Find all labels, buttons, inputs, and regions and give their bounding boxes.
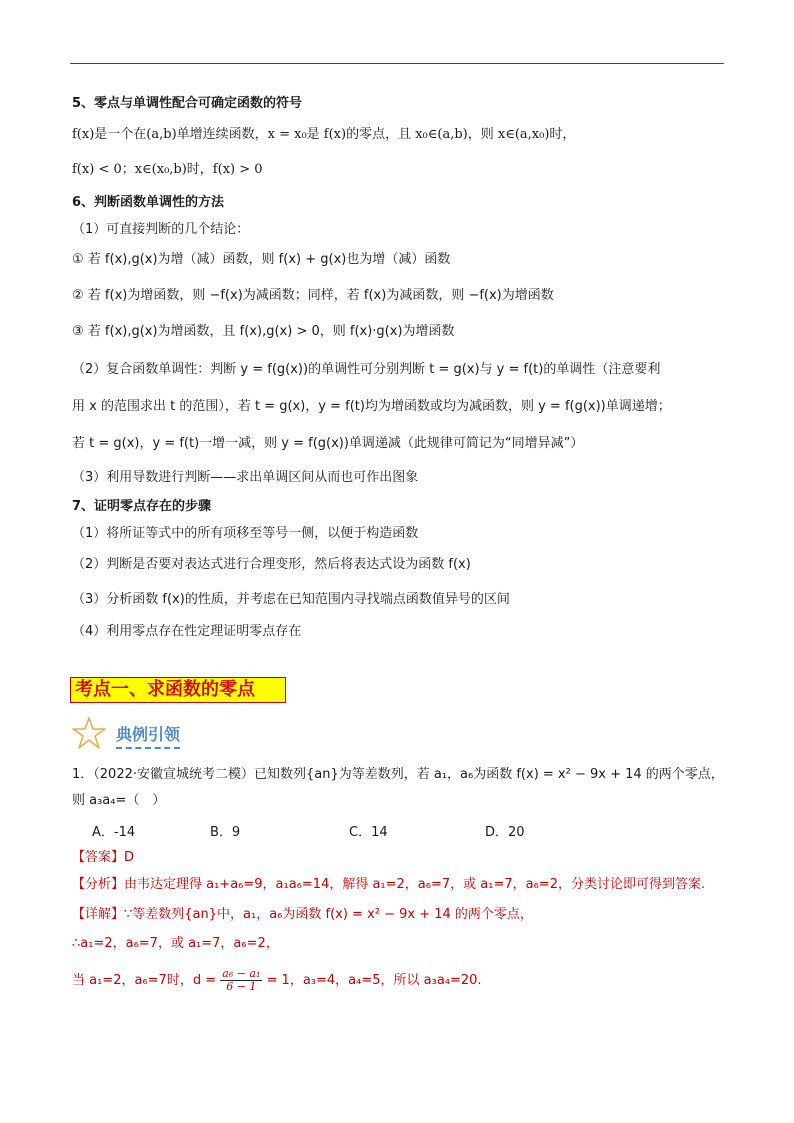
section-6-line-8: （3）利用导数进行判断——求出单调区间从而也可作出图象 [72, 470, 419, 485]
option-c: C．14 [349, 825, 388, 840]
detail-3-prefix: 当 a₁=2，a₆=7时，d = [72, 973, 217, 988]
option-b: B．9 [210, 825, 241, 840]
section-5-line-1: f(x)是一个在(a,b)单增连续函数，x = x₀是 f(x)的零点，且 x₀∈(a,b)，则 x∈(a,x₀)时， [72, 127, 576, 142]
section-5-title: 5、零点与单调性配合可确定函数的符号 [72, 96, 303, 111]
question-stem: 1．（2022·安徽宣城统考二模）已知数列{an}为等差数列，若 a₁，a₆为函数 f(x) = x² − 9x + 14 的两个零点， [72, 767, 724, 782]
section-6-title: 6、判断函数单调性的方法 [72, 195, 225, 210]
answer-line: 【答案】D [72, 850, 135, 865]
option-a: A．-14 [92, 825, 136, 840]
section-7-title: 7、证明零点存在的步骤 [72, 499, 212, 514]
section-6-line-6: 用 x 的范围求出 t 的范围），若 t = g(x)，y = f(t)均为增函数或均为减函数，则 y = f(g(x))单调递增； [72, 399, 671, 414]
section-6-line-4: ③ 若 f(x),g(x)为增函数，且 f(x),g(x) > 0，则 f(x)·g(x)为增函数 [72, 324, 455, 339]
fraction-numerator: a₆ − a₁ [222, 967, 261, 980]
detail-line-2: ∴a₁=2，a₆=7，或 a₁=7，a₆=2， [72, 936, 279, 951]
example-heading [72, 716, 222, 752]
detail-line-3 [72, 968, 482, 993]
detail-3-suffix: = 1，a₃=4，a₄=5，所以 a₃a₄=20. [266, 973, 482, 988]
difference-fraction [220, 968, 262, 993]
fraction-denominator: 6 − 1 [226, 980, 257, 993]
detail-line-1: 【详解】∵等差数列{an}中，a₁，a₆为函数 f(x) = x² − 9x + 14 的两个零点， [72, 907, 533, 922]
section-6-line-3: ② 若 f(x)为增函数，则 −f(x)为减函数；同样，若 f(x)为减函数，则 −f(x)为增函数 [72, 288, 554, 303]
section-5-line-2: f(x) < 0；x∈(x₀,b)时，f(x) > 0 [72, 162, 263, 177]
question-stem-2: 则 a₃a₄=（ ） [72, 793, 166, 808]
section-7-line-2: （2）判断是否要对表达式进行合理变形，然后将表达式设为函数 f(x) [72, 557, 471, 572]
section-7-line-4: （4）利用零点存在性定理证明零点存在 [72, 624, 302, 639]
example-label: 典例引领 [116, 722, 180, 749]
analysis-line: 【分析】由韦达定理得 a₁+a₆=9，a₁a₆=14，解得 a₁=2，a₆=7，或 a₁=7，a₆=2，分类讨论即可得到答案. [72, 877, 706, 892]
topic-banner: 考点一、求函数的零点 [70, 677, 286, 703]
header-rule [70, 63, 724, 64]
star-icon [72, 716, 106, 750]
section-6-line-1: （1）可直接判断的几个结论： [72, 222, 250, 237]
section-6-line-2: ① 若 f(x),g(x)为增（减）函数，则 f(x) + g(x)也为增（减）函数 [72, 252, 451, 267]
section-6-line-5: （2）复合函数单调性：判断 y = f(g(x))的单调性可分别判断 t = g(x)与 y = f(t)的单调性（注意要利 [72, 362, 661, 377]
options-row [92, 821, 652, 841]
option-d: D．20 [485, 825, 525, 840]
section-6-line-7: 若 t = g(x)，y = f(t)一增一减，则 y = f(g(x))单调递减（此规律可简记为“同增异减”） [72, 436, 584, 451]
section-7-line-1: （1）将所证等式中的所有项移至等号一侧，以便于构造函数 [72, 526, 419, 541]
section-7-line-3: （3）分析函数 f(x)的性质，并考虑在已知范围内寻找端点函数值异号的区间 [72, 592, 510, 607]
